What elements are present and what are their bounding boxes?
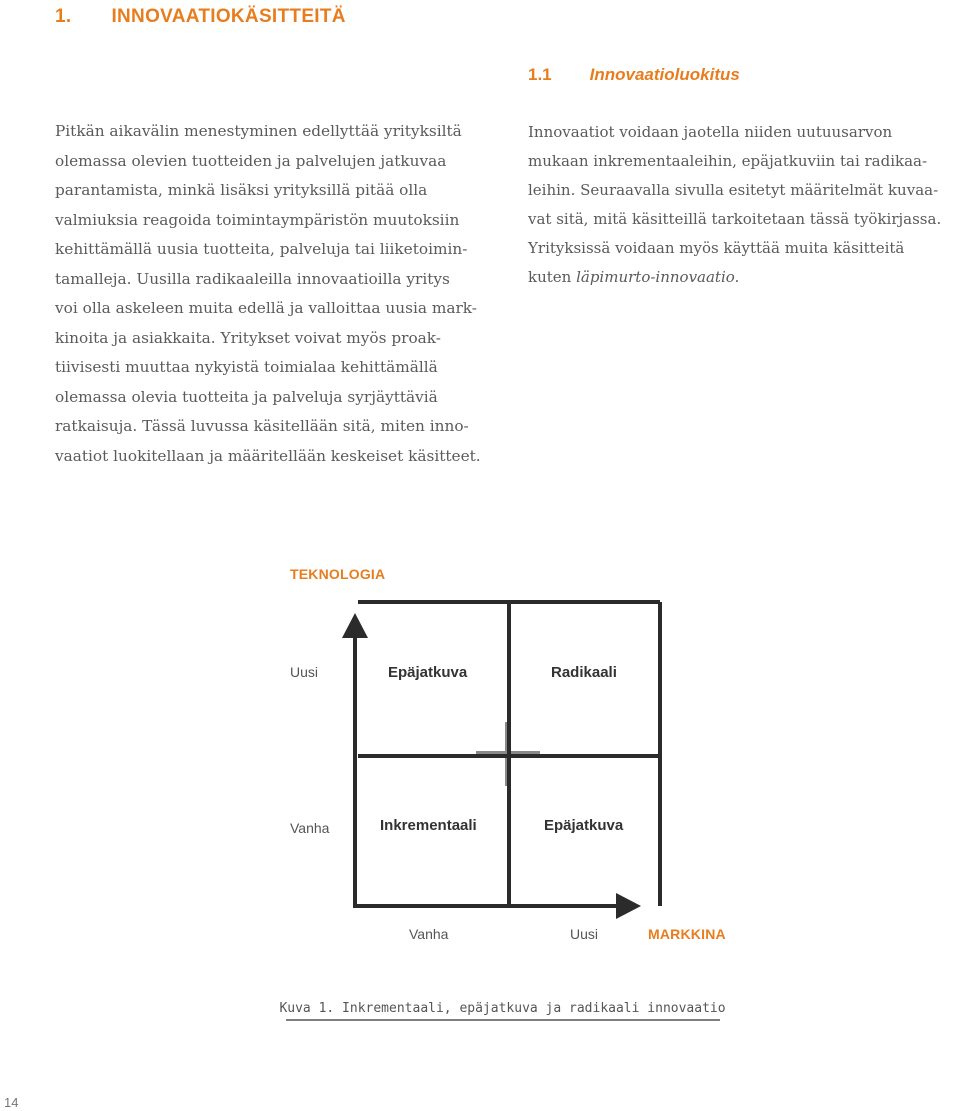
paragraph-text: kuten: [528, 268, 577, 286]
paragraph-line: vaatiot luokitellaan ja määritellään keskeiset käsitteet.: [55, 446, 481, 465]
section-number: 1.1: [528, 65, 552, 84]
cell-bottom-right-label: Epäjatkuva: [544, 817, 624, 834]
paragraph-line: mukaan inkrementaaleihin, epäjatkuviin tai radikaa-: [528, 152, 928, 170]
paragraph-line: Yrityksissä voidaan myös käyttää muita käsitteitä: [528, 239, 905, 257]
paragraph-line: parantamista, minkä lisäksi yrityksillä pitää olla: [55, 181, 428, 199]
figure-caption: Kuva 1. Inkrementaali, epäjatkuva ja radikaali innovaatio: [279, 1001, 726, 1016]
paragraph-line: tamalleja. Uusilla radikaaleilla innovaatioilla yritys: [55, 269, 450, 288]
y-label-new: Uusi: [290, 664, 319, 680]
y-axis-arrow-icon: [342, 613, 368, 638]
paragraph-line: vat sitä, mitä käsitteillä tarkoitetaan tässä työkirjassa.: [528, 210, 942, 228]
paragraph-line: voi olla askeleen muita edellä ja valloittaa uusia mark-: [55, 299, 477, 317]
paragraph-line: Innovaatiot voidaan jaotella niiden uutuusarvon: [528, 123, 893, 141]
paragraph-line: olemassa olevien tuotteiden ja palvelujen jatkuvaa: [55, 151, 447, 170]
x-axis-arrow-icon: [616, 893, 641, 919]
x-label-old: Vanha: [409, 926, 449, 942]
x-label-new: Uusi: [570, 926, 599, 942]
chapter-number: 1.: [55, 6, 72, 27]
page-number: 14: [4, 1095, 19, 1110]
cell-bottom-left-label: Inkrementaali: [380, 817, 477, 834]
cell-top-left-label: Epäjatkuva: [388, 664, 468, 681]
paragraph-line: kinoita ja asiakkaita. Yritykset voivat myös proak-: [55, 328, 441, 347]
y-axis-title: TEKNOLOGIA: [290, 566, 386, 582]
cell-top-right-label: Radikaali: [551, 664, 617, 681]
section-title-text: Innovaatioluokitus: [589, 65, 740, 84]
paragraph-line: olemassa olevia tuotteita ja palveluja syrjäyttäviä: [55, 387, 438, 406]
chapter-title-text: INNOVAATIOKÄSITTEITÄ: [111, 6, 346, 27]
paragraph-line: ratkaisuja. Tässä luvussa käsitellään sitä, miten inno-: [55, 417, 469, 435]
paragraph-line: Pitkän aikavälin menestyminen edellyttää yrityksiltä: [55, 122, 462, 140]
emphasized-term: läpimurto-innovaatio.: [576, 268, 740, 286]
paragraph-line: kehittämällä uusia tuotteita, palveluja tai liiketoimin-: [55, 240, 468, 258]
paragraph-line: leihin. Seuraavalla sivulla esitetyt määritelmät kuvaa-: [528, 181, 939, 199]
y-label-old: Vanha: [290, 820, 330, 836]
paragraph-line: valmiuksia reagoida toimintaympäristön muutoksiin: [55, 210, 460, 229]
paragraph-line: tiivisesti muuttaa nykyistä toimialaa kehittämällä: [55, 358, 438, 376]
x-axis-title: MARKKINA: [648, 926, 726, 942]
